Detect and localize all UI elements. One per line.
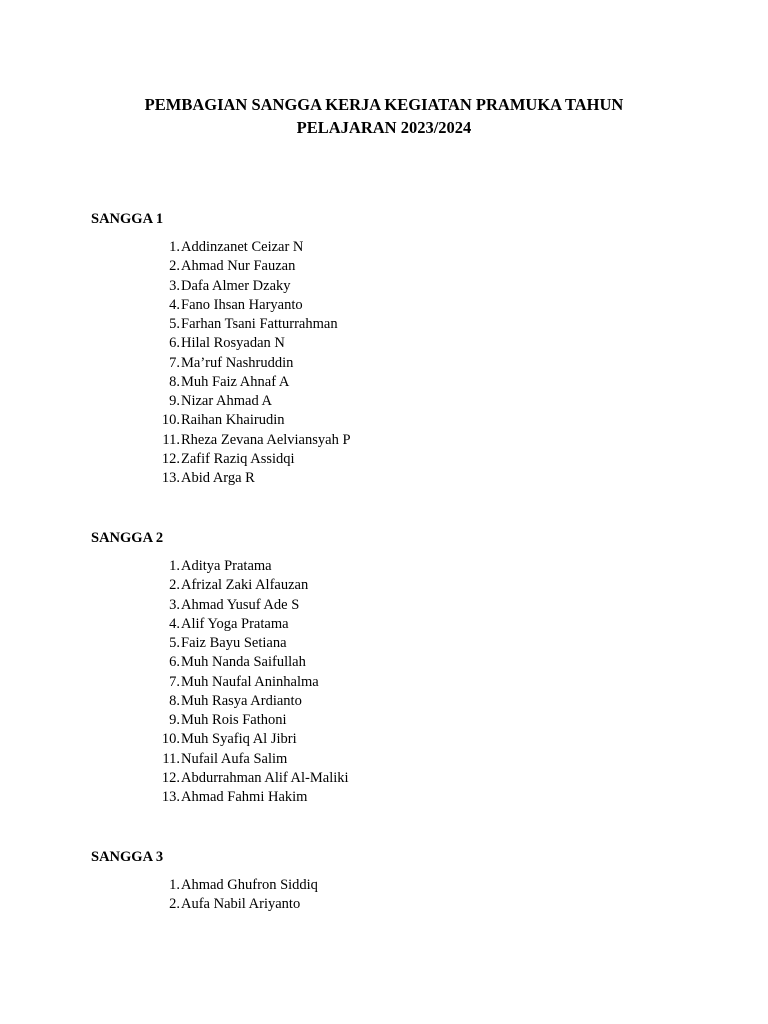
list-item xyxy=(152,431,351,450)
member-name: Alif Yoga Pratama xyxy=(181,615,289,632)
item-number: 6. xyxy=(169,654,180,671)
member-name: Nufail Aufa Salim xyxy=(181,750,288,767)
member-name: Muh Syafiq Al Jibri xyxy=(181,731,297,748)
list-item xyxy=(152,653,306,672)
list-item xyxy=(152,576,309,595)
item-number: 7. xyxy=(169,673,180,690)
list-item xyxy=(152,257,296,276)
item-number: 1. xyxy=(169,877,180,893)
member-name: Nizar Ahmad A xyxy=(181,393,273,409)
member-name: Aufa Nabil Ariyanto xyxy=(181,896,301,913)
member-name: Fano Ihsan Haryanto xyxy=(181,296,303,313)
member-name: Abid Arga R xyxy=(181,470,255,486)
item-number: 12. xyxy=(161,769,180,786)
document-title xyxy=(100,93,668,139)
item-number: 2. xyxy=(169,258,180,275)
item-number: 13. xyxy=(161,470,180,486)
member-name: Muh Nanda Saifullah xyxy=(181,654,306,671)
member-name: Ahmad Ghufron Siddiq xyxy=(181,877,318,893)
item-number: 5. xyxy=(169,316,180,332)
list-item xyxy=(152,277,291,296)
title-line-2: PELAJARAN 2023/2024 xyxy=(296,118,472,137)
item-number: 13. xyxy=(161,789,180,805)
list-item xyxy=(152,373,290,392)
list-item xyxy=(152,673,319,692)
item-number: 1. xyxy=(169,239,180,255)
list-item xyxy=(152,895,301,914)
item-number: 12. xyxy=(161,450,180,467)
item-number: 2. xyxy=(169,896,180,913)
member-name: Dafa Almer Dzaky xyxy=(181,277,291,294)
section-heading: SANGGA 2 xyxy=(91,530,164,546)
list-item xyxy=(152,596,300,615)
list-item xyxy=(152,557,272,576)
item-number: 11. xyxy=(162,750,180,767)
list-item xyxy=(152,450,295,469)
item-number: 3. xyxy=(169,277,180,294)
item-number: 1. xyxy=(169,558,180,574)
member-name: Abdurrahman Alif Al-Maliki xyxy=(181,769,349,786)
member-name: Farhan Tsani Fatturrahman xyxy=(181,316,338,332)
member-name: Hilal Rosyadan N xyxy=(181,335,285,352)
member-name: Rheza Zevana Aelviansyah P xyxy=(181,431,351,448)
member-name: Aditya Pratama xyxy=(181,558,272,574)
member-name: Ma’ruf Nashruddin xyxy=(181,354,294,371)
list-item xyxy=(152,730,297,749)
list-item xyxy=(152,876,318,895)
item-number: 4. xyxy=(169,615,180,632)
member-name: Ahmad Yusuf Ade S xyxy=(181,596,300,613)
list-item xyxy=(152,238,304,257)
list-item xyxy=(152,750,288,769)
list-item xyxy=(152,392,273,411)
member-list xyxy=(152,876,318,915)
list-item xyxy=(152,315,338,334)
list-item xyxy=(152,296,303,315)
item-number: 4. xyxy=(169,296,180,313)
member-name: Muh Naufal Aninhalma xyxy=(181,673,319,690)
section-heading: SANGGA 1 xyxy=(91,211,164,227)
list-item xyxy=(152,615,289,634)
list-item xyxy=(152,411,285,430)
member-name: Addinzanet Ceizar N xyxy=(181,239,304,255)
member-name: Ahmad Fahmi Hakim xyxy=(181,789,308,805)
list-item xyxy=(152,469,255,488)
item-number: 11. xyxy=(162,431,180,448)
list-item xyxy=(152,634,287,653)
title-line-1: PEMBAGIAN SANGGA KERJA KEGIATAN PRAMUKA TAHUN xyxy=(144,95,624,114)
list-item xyxy=(152,788,308,807)
item-number: 5. xyxy=(169,635,180,651)
member-name: Raihan Khairudin xyxy=(181,412,285,429)
item-number: 2. xyxy=(169,577,180,594)
member-name: Faiz Bayu Setiana xyxy=(181,635,287,651)
list-item xyxy=(152,354,294,373)
item-number: 10. xyxy=(161,731,180,748)
item-number: 3. xyxy=(169,596,180,613)
item-number: 8. xyxy=(169,373,180,390)
list-item xyxy=(152,692,302,711)
item-number: 6. xyxy=(169,335,180,352)
item-number: 9. xyxy=(169,393,180,409)
member-name: Zafif Raziq Assidqi xyxy=(181,450,295,467)
member-name: Muh Faiz Ahnaf A xyxy=(181,373,290,390)
item-number: 10. xyxy=(161,412,180,429)
member-name: Muh Rois Fathoni xyxy=(181,712,287,728)
member-name: Ahmad Nur Fauzan xyxy=(181,258,296,275)
list-item xyxy=(152,769,349,788)
list-item xyxy=(152,334,285,353)
member-name: Afrizal Zaki Alfauzan xyxy=(181,577,309,594)
member-list xyxy=(152,557,349,807)
item-number: 9. xyxy=(169,712,180,728)
item-number: 8. xyxy=(169,692,180,709)
member-list xyxy=(152,238,351,488)
list-item xyxy=(152,711,287,730)
section-heading: SANGGA 3 xyxy=(91,849,164,865)
member-name: Muh Rasya Ardianto xyxy=(181,692,302,709)
item-number: 7. xyxy=(169,354,180,371)
